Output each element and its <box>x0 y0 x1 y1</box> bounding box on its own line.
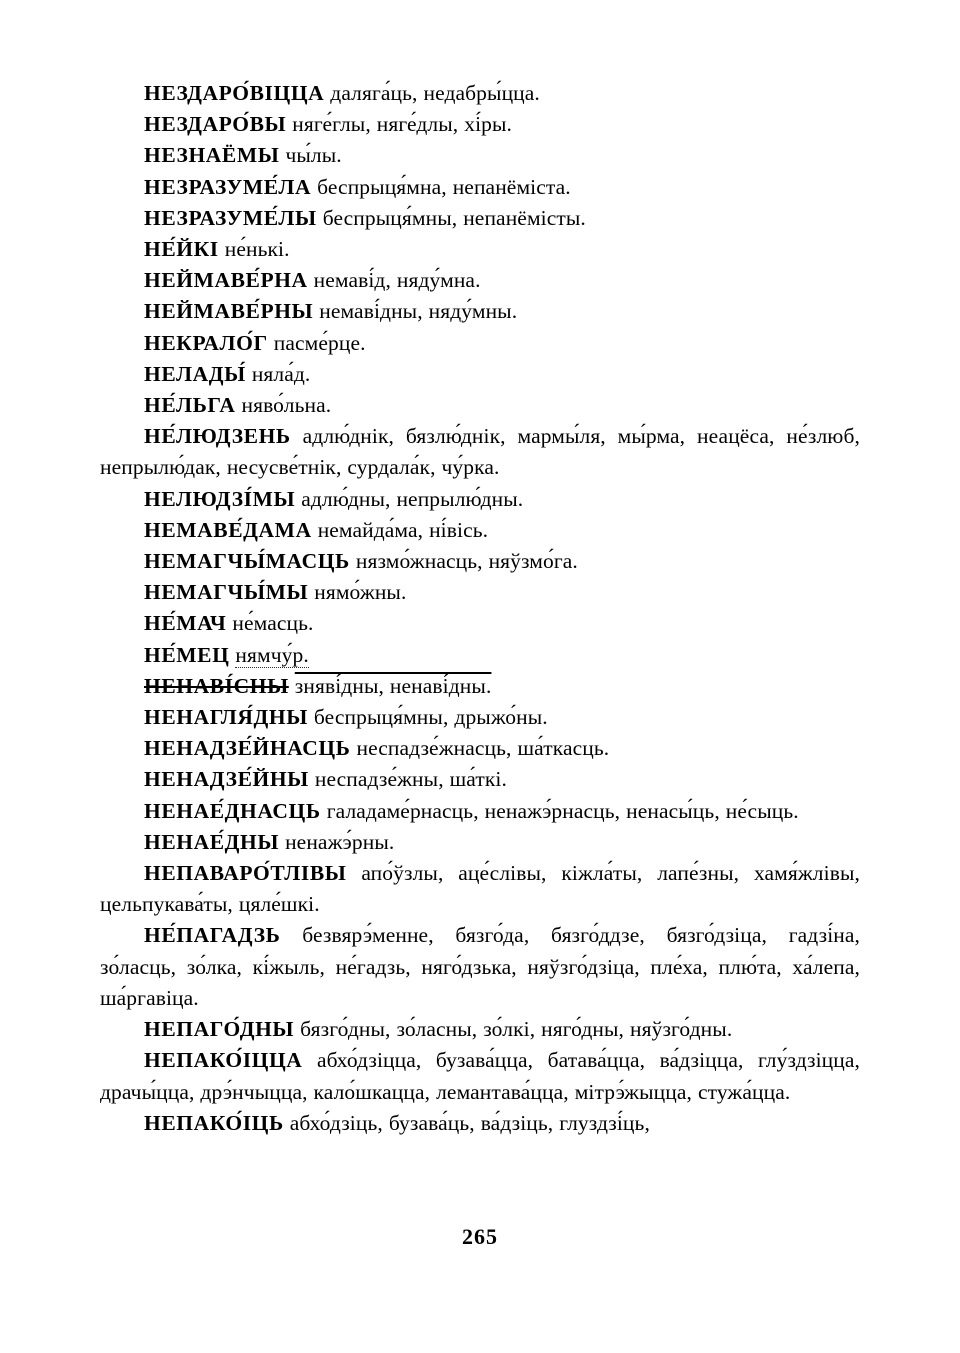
entry-headword: НЕ́ПАГАДЗЬ <box>144 923 281 948</box>
entry-gloss: безвярэ́менне, бязго́да, бязго́ддзе, бязго́дзіца, гадзі́на, зо́ласць, зо́лка, кі́жыль, не́гадзь, няго́дзька, няўзго́дзіца, пле́ха, плю́та, ха́лепа, ша́ргавіца. <box>100 923 860 1010</box>
entry-headword: НЕЗДАРО́ВІЦЦА <box>144 81 325 105</box>
entry-gloss: даляга́ць, недабры́цца. <box>330 81 540 105</box>
entry-headword: НЕЗНАЁМЫ <box>144 143 280 168</box>
entry-headword: НЕЗДАРО́ВЫ <box>144 112 287 137</box>
dictionary-entry <box>100 140 860 171</box>
entry-list <box>100 78 860 1139</box>
entry-gloss: бязго́дны, зо́ласны, зо́лкі, няго́дны, няўзго́дны. <box>300 1017 733 1042</box>
entry-gloss: адлю́днік, бязлю́днік, мармы́ля, мы́рма, неацёса, не́злюб, непрылю́дак, несусве́тнік, сурдала́к, чу́рка. <box>100 424 860 480</box>
dictionary-entry <box>100 671 860 702</box>
entry-gloss: няла́д. <box>251 361 311 386</box>
dictionary-entry <box>100 1014 860 1045</box>
entry-gloss: неспадзе́жнасць, ша́ткасць. <box>356 736 610 761</box>
dictionary-entry <box>100 78 860 109</box>
entry-gloss: ненажэ́рны. <box>285 829 395 854</box>
entry-gloss: абхо́дзіцца, бузава́цца, батава́цца, ва́дзіцца, глу́здзіцца, драчы́цца, дрэ́нчыцца, кало́шкацца, лемантава́цца, мітрэ́жыцца, стужа́цца. <box>100 1048 860 1104</box>
dictionary-entry <box>100 265 860 296</box>
dictionary-entry <box>100 1045 860 1107</box>
entry-gloss: пасме́рце. <box>273 330 366 355</box>
entry-gloss: нямо́жны. <box>314 580 407 605</box>
entry-headword: НЕНАЕ́ДНЫ <box>144 829 280 854</box>
dictionary-entry <box>100 234 860 265</box>
entry-headword: НЕМАГЧЫ́МЫ <box>144 580 309 605</box>
entry-headword: НЕНАДЗЕ́ЙНАСЦЬ <box>144 736 351 761</box>
dictionary-entry <box>100 390 860 421</box>
dictionary-entry <box>100 172 860 203</box>
entry-headword: НЕНАГЛЯ́ДНЫ <box>144 705 308 730</box>
entry-gloss: не́масць. <box>232 611 314 636</box>
entry-gloss: беспрыця́мны, непанёмісты. <box>322 205 586 230</box>
entry-headword: НЕПАКО́ІЦЦА <box>144 1048 303 1073</box>
entry-gloss: немайда́ма, ні́вісь. <box>317 517 489 542</box>
dictionary-entry <box>100 203 860 234</box>
dictionary-entry <box>100 608 860 639</box>
dictionary-entry <box>100 577 860 608</box>
entry-headword: НЕПАГО́ДНЫ <box>144 1017 295 1042</box>
entry-gloss: абхо́дзіць, бузава́ць, ва́дзіць, глуздзі́ць, <box>289 1110 650 1135</box>
dictionary-entry <box>100 796 860 827</box>
entry-headword: НЕМАВЕ́ДАМА <box>144 517 312 542</box>
entry-headword: НЕНАЕ́ДНАСЦЬ <box>144 798 321 823</box>
dictionary-entry <box>100 858 860 920</box>
dictionary-entry <box>100 764 860 795</box>
entry-gloss: не́нькі. <box>224 237 290 262</box>
entry-gloss: нямчу́р. <box>235 642 309 667</box>
entry-gloss: немаві́д, няду́мна. <box>313 268 481 293</box>
entry-headword: НЕЛЮДЗІ́МЫ <box>144 486 296 511</box>
entry-gloss: адлю́дны, непрылю́дны. <box>301 486 524 511</box>
entry-headword: НЕПАКО́ІЦЬ <box>144 1110 284 1135</box>
dictionary-entry <box>100 827 860 858</box>
entry-headword: НЕПАВАРО́ТЛІВЫ <box>144 861 347 886</box>
entry-headword: НЕ́ЛЬГА <box>144 393 236 418</box>
dictionary-entry <box>100 359 860 390</box>
entry-headword: НЕ́ЙКІ <box>144 237 219 262</box>
dictionary-entry <box>100 1108 860 1139</box>
dictionary-entry <box>100 546 860 577</box>
entry-gloss: немаві́дны, няду́мны. <box>319 299 518 324</box>
dictionary-entry <box>100 421 860 483</box>
entry-headword: НЕ́МАЧ <box>144 611 227 636</box>
entry-gloss: галадаме́рнасць, ненажэ́рнасць, ненасы́ць, не́сыць. <box>326 798 799 823</box>
dictionary-entry <box>100 515 860 546</box>
entry-gloss: няво́льна. <box>241 393 332 418</box>
entry-headword: НЕЗРАЗУМЕ́ЛА <box>144 174 312 199</box>
entry-gloss: апо́ўзлы, аце́слівы, кіжла́ты, лапе́зны, хамя́жлівы, цельпукава́ты, цяле́шкі. <box>100 861 860 917</box>
dictionary-entry <box>100 702 860 733</box>
dictionary-entry <box>100 109 860 140</box>
entry-gloss: зняві́дны, ненаві́дны. <box>294 673 492 698</box>
entry-headword: НЕНАДЗЕ́ЙНЫ <box>144 767 309 792</box>
dictionary-entry <box>100 484 860 515</box>
entry-gloss: няге́глы, няге́длы, хі́ры. <box>292 112 513 137</box>
dictionary-entry <box>100 328 860 359</box>
entry-headword: НЕЙМАВЕ́РНЫ <box>144 299 314 324</box>
entry-headword: НЕЛАДЫ́ <box>144 361 246 386</box>
entry-headword: НЕ́ЛЮДЗЕНЬ <box>144 424 291 449</box>
dictionary-entry <box>100 733 860 764</box>
entry-headword: НЕЙМАВЕ́РНА <box>144 268 308 293</box>
dictionary-entry <box>100 296 860 327</box>
dictionary-entry <box>100 920 860 1014</box>
entry-gloss: беспрыця́мна, непанёміста. <box>317 174 571 199</box>
entry-headword: НЕЗРАЗУМЕ́ЛЫ <box>144 205 317 230</box>
entry-headword: НЕКРАЛО́Г <box>144 330 268 355</box>
page-number: 265 <box>462 1224 498 1249</box>
entry-headword: НЕНАВІ́СНЫ <box>144 673 289 698</box>
entry-gloss: нязмо́жнасць, няўзмо́га. <box>355 549 578 574</box>
entry-gloss: чы́лы. <box>285 143 342 168</box>
dictionary-entry <box>100 640 860 671</box>
entry-headword: НЕМАГЧЫ́МАСЦЬ <box>144 549 350 574</box>
entry-gloss: беспрыця́мны, дрыжо́ны. <box>313 705 548 730</box>
entry-gloss: неспадзе́жны, ша́ткі. <box>314 767 507 792</box>
entry-headword: НЕ́МЕЦ <box>144 642 230 667</box>
